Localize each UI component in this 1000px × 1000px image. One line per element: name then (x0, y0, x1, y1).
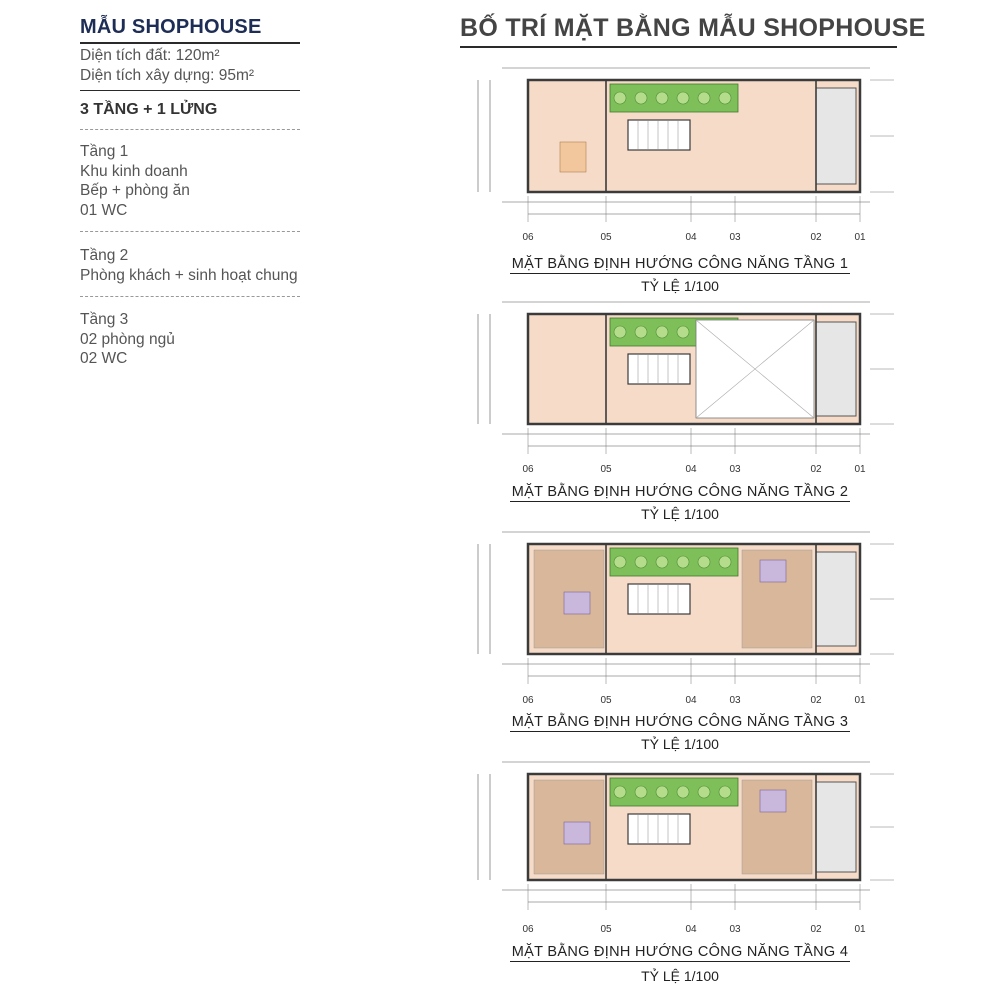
grid-axis-label: 02 (810, 695, 822, 706)
plant-icon (635, 556, 647, 568)
plant-icon (614, 556, 626, 568)
grid-axis-label: 01 (854, 232, 866, 243)
plant-icon (656, 556, 668, 568)
balcony (816, 322, 856, 416)
grid-axis-labels (460, 232, 900, 246)
grid-axis-label: 03 (729, 695, 741, 706)
plant-icon (677, 326, 689, 338)
floor-plan-2-drawing (460, 298, 900, 463)
floor-line: 02 WC (80, 350, 128, 367)
grid-axis-label: 02 (810, 464, 822, 475)
floor-line: 01 WC (80, 201, 128, 219)
grid-axis-label: 01 (854, 464, 866, 475)
stairwell (628, 814, 690, 844)
grid-axis-label: 06 (522, 924, 534, 935)
bed (760, 560, 786, 582)
plant-icon (698, 556, 710, 568)
grid-axis-label: 06 (522, 232, 534, 243)
plant-icon (614, 786, 626, 798)
plant-icon (656, 786, 668, 798)
floor-3-block (80, 310, 175, 369)
title-divider (80, 42, 300, 44)
floor-name: Tầng 1 (80, 143, 129, 160)
build-area: Diện tích xây dựng: 95m² (80, 67, 255, 84)
bed (564, 592, 590, 614)
floor-2-block (80, 246, 298, 285)
grid-axis-label: 05 (600, 232, 612, 243)
levels-heading: 3 TẦNG + 1 LỬNG (80, 101, 218, 118)
grid-axis-labels (460, 464, 900, 478)
floor-line: Bếp + phòng ăn (80, 182, 190, 199)
floor-plan-3-drawing (460, 528, 900, 693)
grid-axis-label: 03 (729, 232, 741, 243)
floor-name: Tầng 2 (80, 247, 129, 264)
grid-axis-label: 05 (600, 464, 612, 475)
floor-line: 02 phòng ngủ (80, 330, 175, 348)
plant-icon (635, 786, 647, 798)
grid-axis-label: 02 (810, 924, 822, 935)
floor-line: Khu kinh doanh (80, 162, 188, 180)
plan-scale: TỶ LỆ 1/100 (641, 736, 719, 752)
floor-1-block (80, 142, 190, 220)
plant-icon (656, 326, 668, 338)
plant-icon (677, 92, 689, 104)
plant-icon (719, 786, 731, 798)
floor-name: Tầng 3 (80, 311, 129, 328)
balcony (816, 552, 856, 646)
grid-axis-label: 03 (729, 464, 741, 475)
floor-plan-3 (460, 528, 900, 758)
plan-caption: MẶT BẰNG ĐỊNH HƯỚNG CÔNG NĂNG TẦNG 3 (511, 714, 849, 730)
plant-icon (698, 786, 710, 798)
plant-icon (677, 786, 689, 798)
grid-axis-label: 04 (685, 464, 697, 475)
plant-icon (698, 92, 710, 104)
grid-axis-label: 03 (729, 924, 741, 935)
plant-icon (719, 92, 731, 104)
plant-icon (635, 92, 647, 104)
grid-axis-label: 05 (600, 695, 612, 706)
grid-axis-label: 04 (685, 695, 697, 706)
plan-scale: TỶ LỆ 1/100 (641, 968, 719, 984)
plant-icon (656, 92, 668, 104)
grid-axis-label: 04 (685, 924, 697, 935)
land-area: Diện tích đất: 120m² (80, 47, 220, 64)
grid-axis-label: 06 (522, 695, 534, 706)
shophouse-title: MẪU SHOPHOUSE (80, 16, 262, 38)
dashed-divider (80, 296, 300, 297)
plan-caption: MẶT BẰNG ĐỊNH HƯỚNG CÔNG NĂNG TẦNG 2 (511, 484, 849, 500)
balcony (816, 782, 856, 872)
grid-axis-label: 04 (685, 232, 697, 243)
grid-axis-labels (460, 924, 900, 938)
plan-scale: TỶ LỆ 1/100 (641, 506, 719, 522)
main-title-rule (460, 46, 897, 48)
stairwell (628, 354, 690, 384)
floor-plan-1 (460, 58, 900, 298)
info-divider (80, 90, 300, 91)
balcony (816, 88, 856, 184)
dashed-divider (80, 129, 300, 130)
floor-plan-2 (460, 298, 900, 528)
dashed-divider (80, 231, 300, 232)
dining-table (560, 142, 586, 172)
plant-icon (677, 556, 689, 568)
grid-axis-labels (460, 695, 900, 709)
plan-caption: MẶT BẰNG ĐỊNH HƯỚNG CÔNG NĂNG TẦNG 1 (511, 256, 849, 272)
plant-icon (614, 92, 626, 104)
bed (760, 790, 786, 812)
plant-icon (719, 556, 731, 568)
stairwell (628, 120, 690, 150)
plan-scale: TỶ LỆ 1/100 (641, 278, 719, 294)
stairwell (628, 584, 690, 614)
grid-axis-label: 01 (854, 924, 866, 935)
grid-axis-label: 06 (522, 464, 534, 475)
grid-axis-label: 02 (810, 232, 822, 243)
grid-axis-label: 05 (600, 924, 612, 935)
bed (564, 822, 590, 844)
floor-plan-1-drawing (460, 58, 900, 233)
floor-plan-4-drawing (460, 758, 900, 923)
main-title: BỐ TRÍ MẶT BẰNG MẪU SHOPHOUSE (460, 14, 926, 42)
floor-line: Phòng khách + sinh hoạt chung (80, 266, 298, 284)
plant-icon (635, 326, 647, 338)
plant-icon (614, 326, 626, 338)
plan-caption: MẶT BẰNG ĐỊNH HƯỚNG CÔNG NĂNG TẦNG 4 (511, 944, 849, 960)
grid-axis-label: 01 (854, 695, 866, 706)
floor-plan-4 (460, 758, 900, 994)
